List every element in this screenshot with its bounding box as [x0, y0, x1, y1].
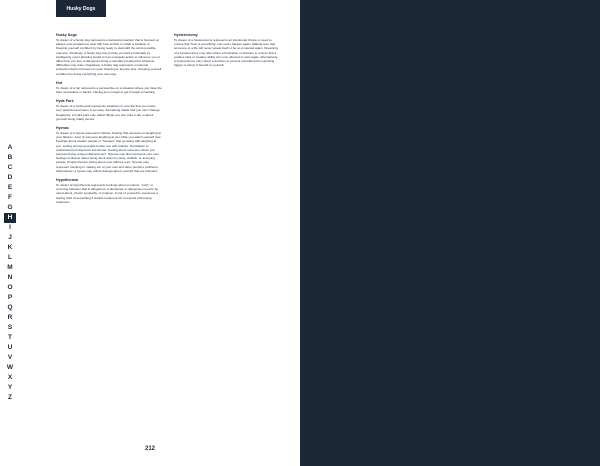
entry-title: Hyenas	[56, 126, 69, 131]
index-letter-o[interactable]: O	[7, 284, 13, 291]
dictionary-entry	[56, 81, 162, 94]
dictionary-entry	[56, 178, 162, 204]
index-letter-m[interactable]: M	[7, 264, 13, 271]
index-letter-n[interactable]: N	[7, 274, 13, 281]
alphabet-index	[4, 143, 16, 403]
dictionary-entry	[174, 33, 280, 67]
entry-body: To dream of hypothermia represents feelings about emotions, "cold," or recurring behavior that is dangerous. A desperate or dangerous need to be cared about, shown sympathy, or forgiven. A risk of yourself to overcome a feeling hard at something if terrible treatment isn't received with loving treatment.	[56, 183, 159, 204]
index-letter-y[interactable]: Y	[7, 384, 13, 391]
index-letter-w[interactable]: W	[6, 364, 14, 371]
section-header-tab: Husky Dogs	[56, 0, 106, 17]
index-letter-a[interactable]: A	[7, 144, 13, 151]
index-letter-h[interactable]: H	[4, 213, 16, 223]
index-letter-f[interactable]: F	[8, 194, 12, 201]
dark-side-panel	[300, 0, 600, 466]
index-letter-e[interactable]: E	[7, 184, 13, 191]
entry-body: To dream of a husky dog represents emotional protection that is focused on always over-prepared to deal with how terrible or unfair a situation is. Keeping yourself confident by being ready to deal with the worst possible outcome. Positively, a husky dog may portray yourself emotionally by intelligently never allowing stupid or less-energetic action to influence you or affect how you feel. A dangerous thing a naturally prepared for whatever difficulties may arise. Negatively, a husky dog represents emotional protection that is focused on never listening to anyone else. Keeping yourself confident by doing everything your own way.	[56, 38, 162, 76]
entry-title: Hypothermia	[56, 178, 78, 183]
entry-body: To dream of a hut represents a perspective on a situation where you have the bare necessities or basics. Having just enough to get through something.	[56, 85, 162, 95]
index-letter-s[interactable]: S	[7, 324, 13, 331]
index-letter-i[interactable]: I	[9, 224, 11, 231]
right-column	[174, 33, 280, 72]
index-letter-c[interactable]: C	[7, 164, 13, 171]
index-letter-r[interactable]: R	[7, 314, 13, 321]
entry-body: To dream of a hyena represents ridicule. Feeling that someone is laughing at your failures. Fear of someone laughing at you while you watch yourself lose. Feelings about weaker people or "hangers" that go along with laughing at you. Letting annoying people bother you with ridicule. Humiliation or embarrassment that feels intentional. Feeling about someone whom you perceive being a big embarrassment. Hyenas may also represent your own feelings of shame about being stuck down by petty, childish, or annoying people. People that are joking about your failures a lot. Hyenas may represent mocking or making fun of your own and other people's problems. Alternatively, a hyena may reflect feelings about yourself that are ridiculed.	[56, 131, 162, 173]
index-letter-k[interactable]: K	[7, 244, 13, 251]
dictionary-entry	[56, 99, 162, 121]
index-letter-x[interactable]: X	[7, 374, 13, 381]
index-letter-q[interactable]: Q	[7, 304, 13, 311]
entry-body: To dream of a hysterectomy represents an intentional choice or need to ensure that "fear of something" can never happen again. Making sure that someone or a life will never repeat itself or be so protected again. Dreaming of a hysterectomy may also reflect a frustration or decision to ensure that a positive idea or creative ability isn't ever allowed to exist again. Alternatively, a hysterectomy may reflect a decision to prevent something from growing bigger or being of benefit to yourself.	[174, 38, 278, 68]
page-number: 212	[144, 446, 155, 452]
index-letter-t[interactable]: T	[8, 334, 12, 341]
entry-title: Hut	[56, 80, 62, 85]
left-column	[56, 33, 162, 209]
index-letter-j[interactable]: J	[8, 234, 12, 241]
index-letter-b[interactable]: B	[7, 154, 13, 161]
dictionary-entry	[56, 126, 162, 173]
index-letter-z[interactable]: Z	[8, 394, 12, 401]
index-letter-p[interactable]: P	[7, 294, 13, 301]
index-letter-l[interactable]: L	[8, 254, 12, 261]
entry-title: Hyde Park	[56, 99, 74, 104]
entry-title: Husky Dogs	[56, 33, 77, 37]
index-letter-g[interactable]: G	[7, 204, 13, 211]
index-letter-d[interactable]: D	[7, 174, 13, 181]
dictionary-entry	[56, 33, 162, 76]
entry-body: To dream of a hydra park represents situations in your life that you notice very powerful and seem to go easy. Something stable that you can't change. Negatively, a hydra park may reflect things you don't like in life or about yourself being totally secure.	[56, 104, 161, 121]
index-letter-u[interactable]: U	[7, 344, 13, 351]
index-letter-v[interactable]: V	[7, 354, 13, 361]
entry-title: Hysterectomy	[174, 33, 198, 37]
